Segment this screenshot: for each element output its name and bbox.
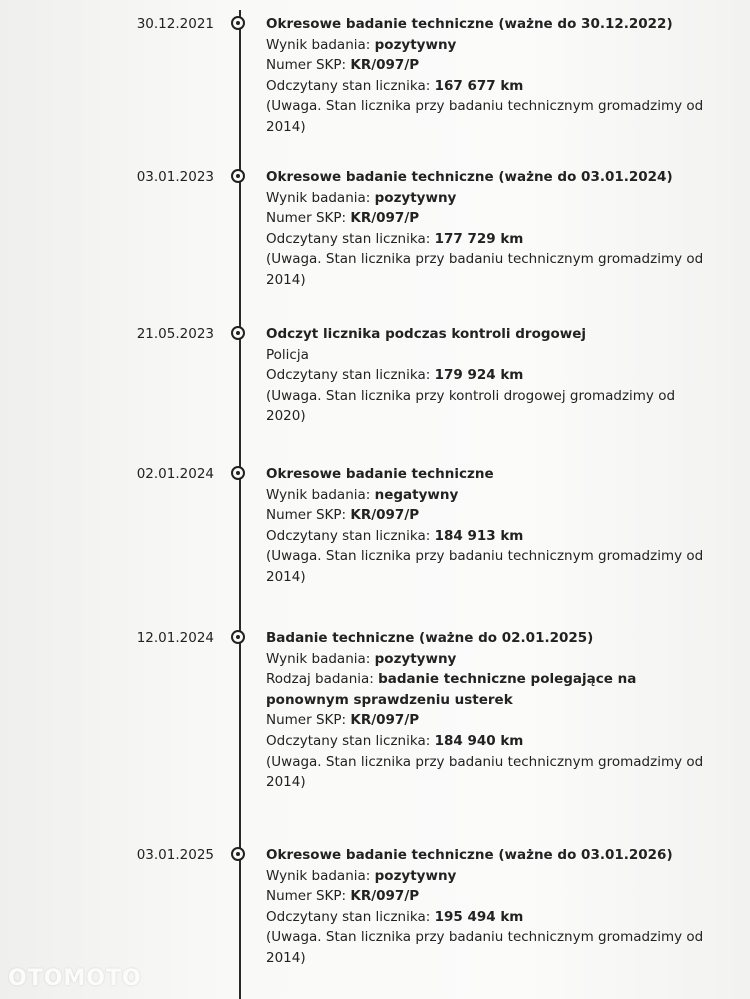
row-value: 167 677 km (434, 77, 524, 94)
entry-date: 21.05.2023 (136, 326, 214, 342)
entry-title: Okresowe badanie techniczne (ważne do 30.12.2022) (266, 16, 673, 32)
row-value: KR/097/P (350, 888, 420, 905)
row-label: (Uwaga. Stan licznika przy badaniu technicznym gromadzimy od 2014) (266, 548, 704, 585)
row-value: 184 913 km (434, 527, 524, 544)
entry-note (266, 752, 706, 793)
entry-row (266, 76, 706, 97)
row-value: 177 729 km (434, 230, 524, 247)
timeline-dot-icon (231, 466, 245, 480)
row-label: (Uwaga. Stan licznika przy kontroli drogowej gromadzimy od 2020) (266, 387, 676, 425)
row-value: pozytywny (374, 650, 457, 667)
entry-note (266, 249, 706, 290)
entry-title: Okresowe badanie techniczne (266, 466, 494, 482)
timeline-dot-icon (231, 169, 245, 183)
entry-note (266, 386, 706, 427)
row-label: Odczytany stan licznika: (266, 908, 435, 925)
entry-note (266, 546, 706, 587)
entry-row (266, 649, 706, 670)
entry-date: 03.01.2025 (136, 847, 214, 863)
timeline-dot-icon (231, 16, 245, 30)
row-label: Wynik badania: (266, 650, 375, 667)
entry-body (266, 14, 706, 138)
entry-date: 02.01.2024 (136, 466, 214, 482)
row-label: Wynik badania: (266, 36, 375, 53)
row-label: (Uwaga. Stan licznika przy badaniu technicznym gromadzimy od 2014) (266, 753, 704, 791)
row-label: Odczytany stan licznika: (266, 77, 435, 94)
timeline-dot-icon (231, 847, 245, 861)
entry-title: Odczyt licznika podczas kontroli drogowej (266, 326, 587, 342)
row-label: Wynik badania: (266, 867, 375, 884)
entry-note (266, 96, 706, 137)
entry-date: 30.12.2021 (136, 16, 214, 32)
entry-title: Badanie techniczne (ważne do 02.01.2025) (266, 630, 594, 646)
entry-body (266, 167, 706, 291)
entry-row (266, 731, 706, 752)
row-label: Numer SKP: (266, 210, 351, 227)
row-label: Odczytany stan licznika: (266, 527, 435, 544)
entry-body (266, 464, 706, 588)
entry-body (266, 628, 706, 793)
row-label: Numer SKP: (266, 712, 351, 729)
entry-row (266, 345, 706, 366)
row-value: KR/097/P (350, 507, 420, 524)
entry-title: Okresowe badanie techniczne (ważne do 03.01.2024) (266, 169, 673, 185)
timeline-dot-icon (231, 630, 245, 644)
row-value: 195 494 km (434, 908, 524, 925)
timeline-dot-icon (231, 326, 245, 340)
entry-row (266, 208, 706, 229)
otomoto-watermark: OTOMOTO (8, 966, 142, 991)
entry-row (266, 710, 706, 731)
entry-row (266, 505, 706, 526)
row-value: negatywny (374, 486, 459, 503)
row-label: Odczytany stan licznika: (266, 732, 435, 749)
row-label: Policja (266, 346, 309, 363)
row-value: pozytywny (374, 189, 457, 206)
entry-row (266, 669, 706, 710)
entry-date: 03.01.2023 (136, 169, 214, 185)
row-value: 184 940 km (434, 732, 524, 749)
entry-row (266, 526, 706, 547)
entry-row (266, 35, 706, 56)
row-label: (Uwaga. Stan licznika przy badaniu technicznym gromadzimy od 2014) (266, 929, 704, 966)
row-label: (Uwaga. Stan licznika przy badaniu technicznym gromadzimy od 2014) (266, 251, 704, 288)
row-value: 179 924 km (434, 367, 524, 384)
row-label: Wynik badania: (266, 486, 375, 503)
row-value: badanie techniczne polegające na ponownym sprawdzeniu usterek (266, 671, 637, 708)
entry-date: 12.01.2024 (136, 630, 214, 646)
row-label: Wynik badania: (266, 189, 375, 206)
row-value: KR/097/P (350, 57, 420, 74)
row-label: Numer SKP: (266, 507, 351, 524)
row-value: KR/097/P (350, 712, 420, 729)
entry-row (266, 188, 706, 209)
row-label: Numer SKP: (266, 57, 351, 74)
row-value: pozytywny (374, 867, 457, 884)
entry-row (266, 907, 706, 928)
entry-title: Okresowe badanie techniczne (ważne do 03.01.2026) (266, 847, 673, 863)
entry-row (266, 866, 706, 887)
entry-row (266, 886, 706, 907)
row-label: (Uwaga. Stan licznika przy badaniu technicznym gromadzimy od 2014) (266, 98, 704, 135)
row-value: KR/097/P (350, 210, 420, 227)
entry-row (266, 365, 706, 386)
entry-row (266, 229, 706, 250)
entry-row (266, 55, 706, 76)
row-label: Rodzaj badania: (266, 671, 379, 688)
row-value: pozytywny (374, 36, 457, 53)
row-label: Odczytany stan licznika: (266, 230, 435, 247)
entry-body (266, 845, 706, 969)
entry-row (266, 485, 706, 506)
entry-body (266, 324, 706, 427)
row-label: Odczytany stan licznika: (266, 367, 435, 384)
row-label: Numer SKP: (266, 888, 351, 905)
entry-note (266, 927, 706, 968)
